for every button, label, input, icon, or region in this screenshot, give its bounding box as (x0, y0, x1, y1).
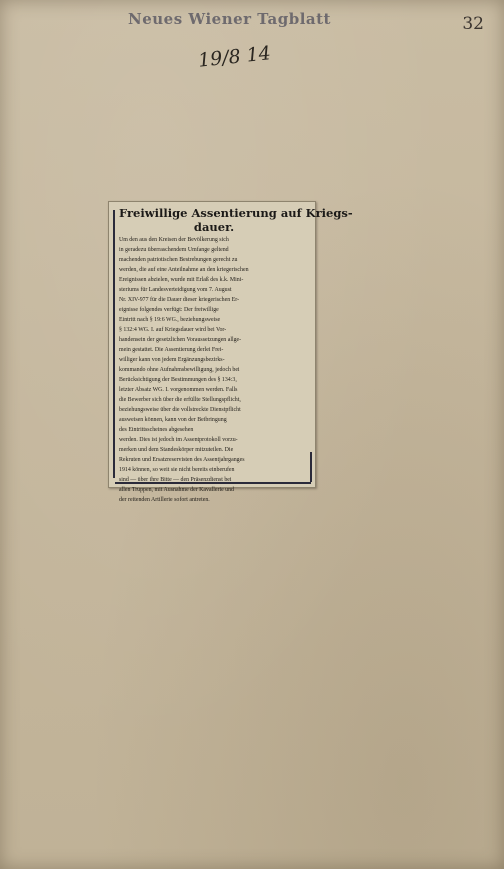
article-line: handensein der gesetzlichen Voraussetzungen allge- (119, 337, 242, 343)
newspaper-name-stamp: Neues Wiener Tagblatt (128, 10, 331, 28)
article-title-line-1: Freiwillige Assentierung auf Kriegs- (119, 206, 353, 220)
article-line: werden, die auf eine Anteilnahme an den kriegerischen (119, 267, 249, 273)
article-line: beziehungsweise über die vollstreckte Dienstpflicht (119, 407, 241, 413)
article-line: mein gestattet. Die Assentierung derlei Frei- (119, 347, 224, 353)
article-line: Ereignissen abzielen, wurde mit Erlaß des k.k. Mini- (119, 277, 244, 283)
article-line: steriums für Landesverteidigung vom 7. August (119, 287, 232, 293)
article-line: in geradezu überraschendem Umfange geltend (119, 247, 229, 253)
article-line: eignisse folgendes verfügt: Der freiwillige (119, 307, 219, 313)
article-line: der reitenden Artillerie sofort antreten. (119, 497, 210, 503)
article-line: werden. Dies ist jedoch im Assentprotokoll vorzu- (119, 437, 238, 443)
article-line: sind — über ihre Bitte — den Präsenzdienst bei (119, 477, 232, 483)
article-line: des Eintrittsscheines abgesehen (119, 427, 194, 433)
article-line: Nr. XIV-977 für die Dauer dieser kriegerischen Er- (119, 297, 240, 303)
article-line: williger kann von jedem Ergänzungsbezirks- (119, 357, 225, 363)
article-line: letzter Absatz WG. I. vorgenommen werden. Falls (119, 387, 238, 393)
article-line: Rekruten und Ersatzreservisten des Assentjahrganges (119, 457, 245, 463)
clipping-frame-left (113, 210, 115, 478)
article-title (119, 206, 353, 234)
article-line: ausweisen können, kann von der Beibringung (119, 417, 227, 423)
article-line: § 132:4 WG. I. auf Kriegsdauer wird bei Vor- (119, 327, 227, 333)
article-line: merken und dem Standeskörper mitzuteilen. Die (119, 447, 234, 453)
article-line: Eintritt nach § 19:6 WG., beziehungsweise (119, 317, 221, 323)
article-title-line-2: dauer. (193, 220, 235, 234)
newspaper-clipping (108, 201, 353, 503)
handwritten-date: 19/8 14 (197, 42, 272, 72)
article-body (119, 235, 311, 505)
article-line: kommando ohne Aufnahmsbewilligung, jedoch bei (119, 367, 240, 373)
article-line: machenden patriotischen Bestrebungen gerecht zu (119, 257, 238, 263)
article-line: 1914 können, so weit sie nicht bereits einberufen (119, 467, 235, 473)
article-line: die Bewerber sich über die erfüllte Stellungspflicht, (119, 397, 241, 403)
article-line: Um den aus den Kreisen der Bevölkerung sich (119, 237, 229, 243)
article-line: allen Truppen, mit Ausnahme der Kavallerie und (119, 487, 235, 493)
article-line: Berücksichtigung der Bestimmungen des § 134:3, (119, 377, 237, 383)
page-number: 32 (462, 14, 484, 34)
